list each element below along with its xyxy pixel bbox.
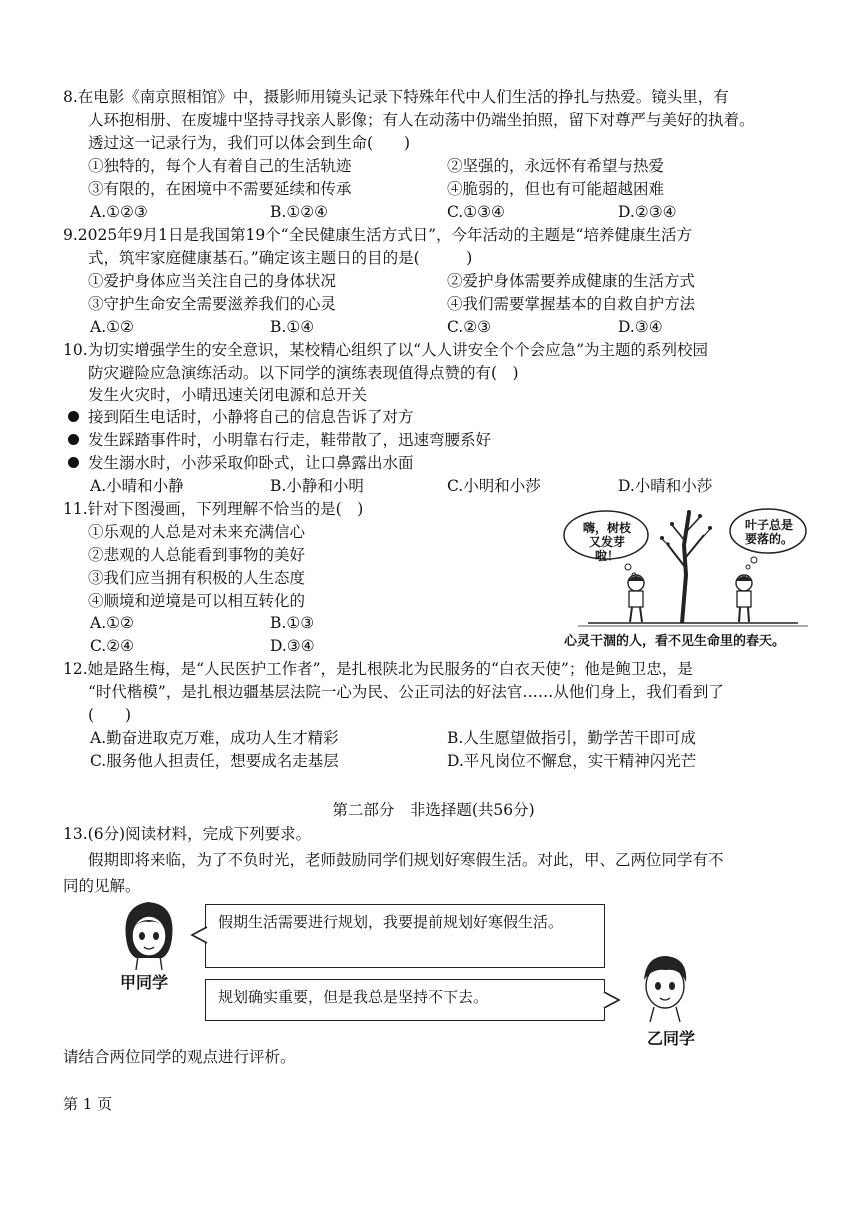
q13-stem: 13.(6分)阅读材料，完成下列要求。 xyxy=(63,825,312,843)
q11-cartoon xyxy=(558,505,820,650)
q11-statement-1: ①乐观的人总是对未来充满信心 xyxy=(88,523,306,541)
q11-option-d: D.③④ xyxy=(270,637,315,655)
q8-option-a: A.①②③ xyxy=(90,203,148,221)
q9-stem-line2: 式，筑牢家庭健康基石。”确定该主题日的目的是( ) xyxy=(88,249,473,267)
q10-item-3: 发生踩踏事件时，小明靠右行走，鞋带散了，迅速弯腰系好 xyxy=(88,431,492,449)
right-thought-text: 叶子总是要落的。 xyxy=(744,518,793,546)
q10-stem-line2: 防灾避险应急演练活动。以下同学的演练表现值得点赞的有( ) xyxy=(88,364,519,382)
q8-statement-2: ②坚强的，永远怀有希望与热爱 xyxy=(447,157,665,175)
q12-stem-line3: ( ) xyxy=(88,706,132,724)
q9-statement-3: ③守护生命安全需要滋养我们的心灵 xyxy=(88,295,337,313)
section-heading: 第二部分 非选择题(共56分) xyxy=(332,801,535,819)
q8-stem-line3: 透过这一记录行为，我们可以体会到生命( ) xyxy=(88,134,411,152)
yi-bubble-tail xyxy=(603,990,621,1010)
q8-statement-4: ④脆弱的，但也有可能超越困难 xyxy=(447,180,665,198)
bullet-icon xyxy=(68,411,79,422)
q10-item-2: 接到陌生电话时，小静将自己的信息告诉了对方 xyxy=(88,408,414,426)
q11-statement-4: ④顺境和逆境是可以相互转化的 xyxy=(88,592,306,610)
q8-statement-1: ①独特的，每个人有着自己的生活轨迹 xyxy=(88,157,352,175)
q8-statement-3: ③有限的，在困境中不需要延续和传承 xyxy=(88,180,352,198)
bullet-icon xyxy=(68,457,79,468)
q9-stem-line1: 9.2025年9月1日是我国第19个“全民健康生活方式日”，今年活动的主题是“培养健康生活方 xyxy=(63,226,692,244)
left-thought-text: 嗨，树枝又发芽啦！ xyxy=(582,521,631,563)
bullet-icon xyxy=(68,434,79,445)
q12-option-a: A.勤奋进取克万难，成功人生才精彩 xyxy=(90,729,339,747)
q9-option-b: B.①④ xyxy=(270,318,315,336)
q12-stem-line1: 12.她是路生梅，是“人民医护工作者”，是扎根陕北为民服务的“白衣天使”；他是鲍卫忠，是 xyxy=(63,660,693,678)
q8-stem-line2: 人环抱相册、在废墟中坚持寻找亲人影像；有人在动荡中仍端坐拍照，留下对尊严与美好的执着。 xyxy=(88,111,755,129)
q10-item-4: 发生溺水时，小莎采取仰卧式，让口鼻露出水面 xyxy=(88,454,414,472)
q9-option-c: C.②③ xyxy=(447,318,492,336)
q9-option-a: A.①② xyxy=(90,318,134,336)
q9-statement-2: ②爱护身体需要养成健康的生活方式 xyxy=(447,272,696,290)
q12-option-c: C.服务他人担责任，想要成名走基层 xyxy=(90,752,339,770)
yi-speech-text: 规划确实重要，但是我总是坚持不下去。 xyxy=(218,988,489,1006)
q10-option-c: C.小明和小莎 xyxy=(447,477,541,495)
q9-option-d: D.③④ xyxy=(618,318,663,336)
q8-stem-line1: 8.在电影《南京照相馆》中，摄影师用镜头记录下特殊年代中人们生活的挣扎与热爱。镜头里，有 xyxy=(63,88,729,106)
q12-stem-line2: “时代楷模”，是扎根边疆基层法院一心为民、公正司法的好法官……从他们身上，我们看到了 xyxy=(88,683,724,701)
jia-speech-bubble xyxy=(205,904,605,968)
q10-option-d: D.小晴和小莎 xyxy=(618,477,713,495)
q11-stem: 11.针对下图漫画，下列理解不恰当的是( ) xyxy=(63,500,364,518)
q13-material-line1: 假期即将来临，为了不负时光，老师鼓励同学们规划好寒假生活。对此，甲、乙两位同学有不 xyxy=(88,851,724,869)
q8-option-c: C.①③④ xyxy=(447,203,505,221)
q10-option-b: B.小静和小明 xyxy=(270,477,364,495)
q12-option-b: B.人生愿望做指引，勤学苦干即可成 xyxy=(447,729,696,747)
jia-speech-text: 假期生活需要进行规划，我要提前规划好寒假生活。 xyxy=(218,913,564,931)
q11-statement-2: ②悲观的人总能看到事物的美好 xyxy=(88,546,306,564)
q9-statement-4: ④我们需要掌握基本的自救自护方法 xyxy=(447,295,696,313)
q9-statement-1: ①爱护身体应当关注自己的身体状况 xyxy=(88,272,337,290)
q13-material-line2: 同的见解。 xyxy=(63,877,141,895)
q10-stem-line1: 10.为切实增强学生的安全意识，某校精心组织了以“人人讲安全个个会应急”为主题的系列校园 xyxy=(63,341,709,359)
student-jia-avatar xyxy=(118,898,180,970)
q11-option-b: B.①③ xyxy=(270,614,315,632)
q10-item-1: 发生火灾时，小晴迅速关闭电源和总开关 xyxy=(88,386,368,404)
q8-option-b: B.①②④ xyxy=(270,203,329,221)
q13-task: 请结合两位同学的观点进行评析。 xyxy=(63,1048,296,1066)
yi-speech-bubble xyxy=(205,979,605,1021)
jia-bubble-tail xyxy=(190,925,208,945)
q10-option-a: A.小晴和小静 xyxy=(90,477,184,495)
student-jia-label: 甲同学 xyxy=(120,973,169,992)
q11-statement-3: ③我们应当拥有积极的人生态度 xyxy=(88,569,306,587)
q11-option-c: C.②④ xyxy=(90,637,135,655)
q11-option-a: A.①② xyxy=(90,614,134,632)
student-yi-label: 乙同学 xyxy=(647,1029,696,1048)
page-number: 第 1 页 xyxy=(63,1095,113,1113)
q8-option-d: D.②③④ xyxy=(618,203,677,221)
student-yi-avatar xyxy=(632,950,698,1022)
cartoon-caption: 心灵干涸的人，看不见生命里的春天。 xyxy=(564,634,786,649)
q12-option-d: D.平凡岗位不懈怠，实干精神闪光芒 xyxy=(447,752,697,770)
